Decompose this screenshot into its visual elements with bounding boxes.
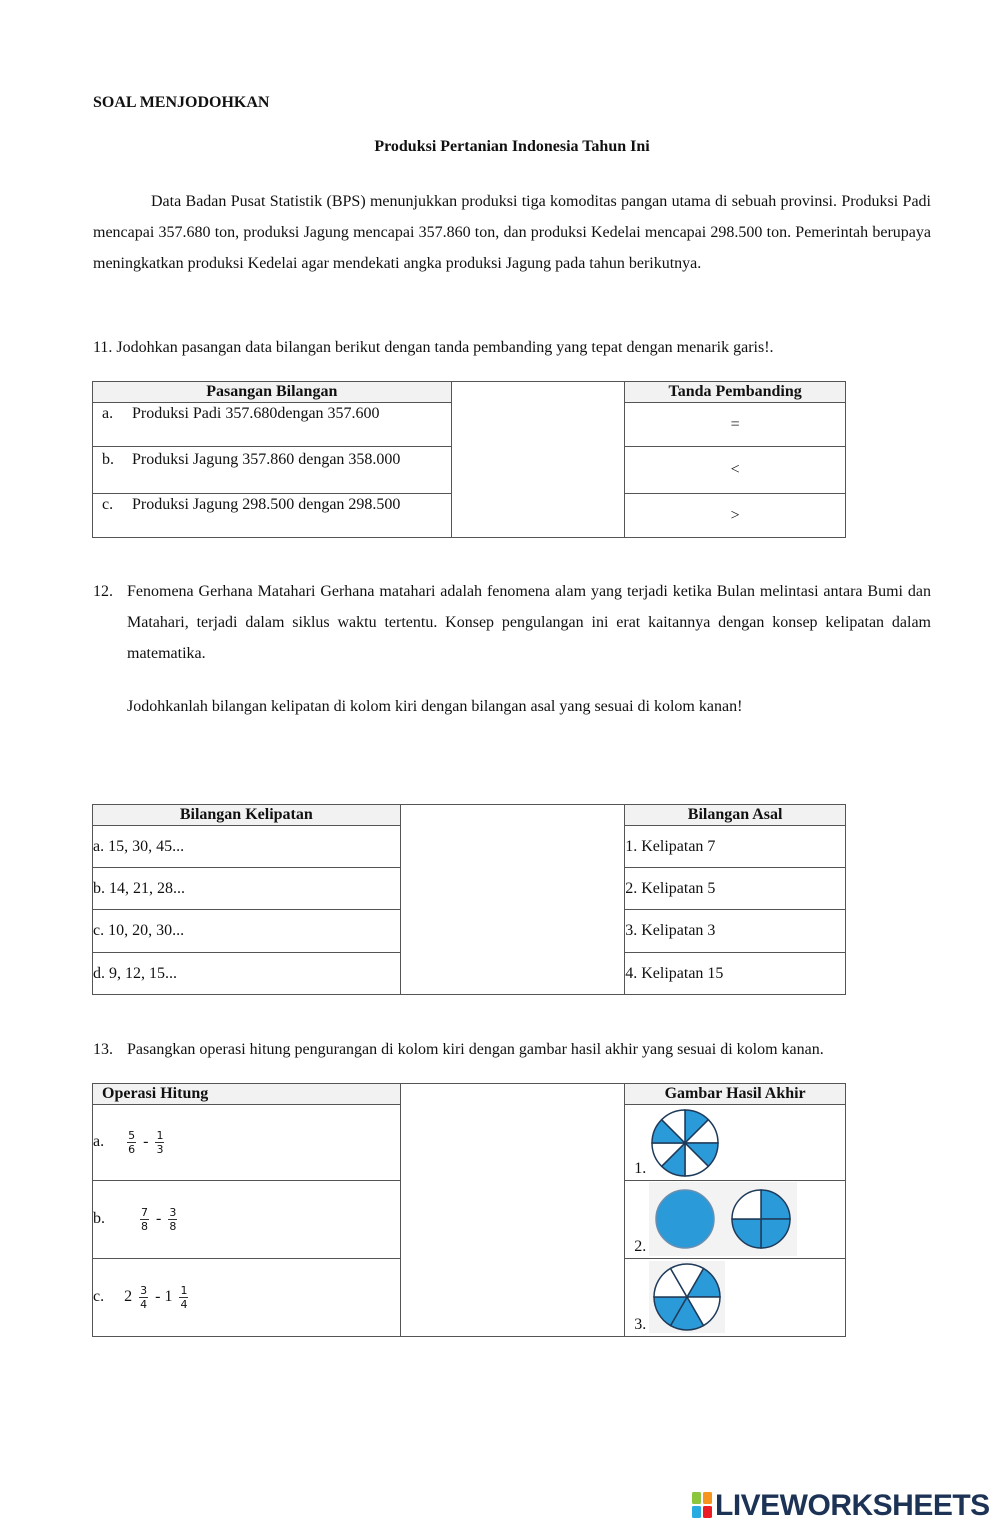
fraction: $\frac{5}{6}$ — [128, 1129, 136, 1156]
item-text: 2. Kelipatan 5 — [625, 879, 716, 897]
q11-left-item-c[interactable] — [93, 494, 452, 538]
q12-right-item-3[interactable] — [625, 910, 846, 953]
q12-left-item-a[interactable] — [93, 826, 401, 868]
q13-left-item-c[interactable] — [93, 1259, 401, 1337]
q13-text: Pasangkan operasi hitung pengurangan di kolom kiri dengan gambar hasil akhir yang sesuai di kolom kanan. — [127, 1041, 824, 1058]
q12-left-header: Bilangan Kelipatan — [93, 805, 401, 826]
answer-number: 2. — [634, 1238, 647, 1255]
q11-left-item-b[interactable] — [93, 447, 452, 494]
answer-number: 3. — [634, 1316, 647, 1333]
q13-left-item-b[interactable] — [93, 1181, 401, 1259]
minus-sign: - — [156, 1210, 162, 1228]
item-letter: a. — [102, 405, 114, 422]
item-letter: a. — [93, 1133, 105, 1151]
q12-instruction: Jodohkanlah bilangan kelipatan di kolom kiri dengan bilangan asal yang sesuai di kolom kanan! — [127, 698, 743, 715]
fraction: $\frac{1}{3}$ — [156, 1129, 164, 1156]
logo-text: LIVEWORKSHEETS — [715, 1489, 990, 1522]
q13-match-area[interactable] — [400, 1084, 625, 1337]
q13-left-header: Operasi Hitung — [93, 1084, 401, 1105]
q12-left-item-c[interactable] — [93, 910, 401, 953]
pie-sixths-image — [649, 1261, 725, 1333]
item-letter: b. — [102, 451, 114, 468]
q12-right-header: Bilangan Asal — [625, 805, 846, 826]
item-text: d. 9, 12, 15... — [93, 964, 177, 982]
q13-right-header: Gambar Hasil Akhir — [625, 1084, 846, 1105]
whole-number: 2 — [124, 1288, 133, 1306]
pie-eighths-image — [650, 1108, 720, 1178]
q12-right-item-4[interactable] — [625, 953, 846, 995]
q12-text: Fenomena Gerhana Matahari Gerhana matahari adalah fenomena alam yang terjadi ketika Bulan melintasi antara Bumi dan Matahari, terjadi dalam siklus waktu tertentu. Konsep pengulangan ini erat kaitannya dengan konsep kelipatan dalam matematika. — [127, 583, 931, 662]
fraction: $\frac{1}{4}$ — [180, 1284, 188, 1311]
section-heading: SOAL MENJODOHKAN — [93, 94, 270, 111]
item-letter: c. — [102, 496, 114, 513]
q13-number: 13. — [93, 1041, 113, 1058]
q12-number: 12. — [93, 583, 113, 600]
item-text: Produksi Padi 357.680dengan 357.600 — [132, 405, 380, 422]
item-text: 4. Kelipatan 15 — [625, 964, 724, 982]
item-text: 1. Kelipatan 7 — [625, 837, 716, 855]
q12-right-item-1[interactable] — [625, 826, 846, 868]
q11-right-item-3[interactable] — [625, 494, 846, 538]
fraction: $\frac{3}{4}$ — [140, 1284, 148, 1311]
liveworksheets-mark-icon — [692, 1492, 712, 1518]
minus-sign: - 1 — [155, 1288, 173, 1306]
fraction: $\frac{3}{8}$ — [169, 1206, 177, 1233]
item-text: Produksi Jagung 298.500 dengan 298.500 — [132, 496, 401, 513]
answer-number: 1. — [634, 1160, 647, 1177]
item-letter: c. — [93, 1288, 105, 1306]
item-text: b. 14, 21, 28... — [93, 879, 185, 897]
q11-right-item-1[interactable] — [625, 403, 846, 447]
item-text: a. 15, 30, 45... — [93, 837, 185, 855]
q12-left-item-d[interactable] — [93, 953, 401, 995]
q11-right-item-2[interactable] — [625, 447, 846, 494]
liveworksheets-logo — [692, 1488, 992, 1524]
q12-left-item-b[interactable] — [93, 868, 401, 910]
q11-right-header: Tanda Pembanding — [625, 382, 846, 403]
q11-table — [92, 381, 846, 538]
q13-right-item-3[interactable] — [625, 1259, 846, 1337]
page-title: Produksi Pertanian Indonesia Tahun Ini — [374, 138, 650, 155]
comparison-sign: = — [730, 415, 740, 433]
q11-match-area[interactable] — [451, 382, 625, 538]
item-letter: b. — [93, 1210, 105, 1228]
q12-match-area[interactable] — [400, 805, 625, 995]
q13-table — [92, 1083, 846, 1337]
fraction: $\frac{7}{8}$ — [141, 1206, 148, 1233]
q13-left-item-a[interactable] — [93, 1105, 401, 1181]
pie-whole-and-quarters-image — [649, 1182, 797, 1256]
q12-right-item-2[interactable] — [625, 868, 846, 910]
item-text: 3. Kelipatan 3 — [625, 922, 716, 939]
comparison-sign: > — [730, 506, 740, 524]
q11-left-header: Pasangan Bilangan — [93, 382, 452, 403]
q12-table — [92, 804, 846, 995]
comparison-sign: < — [730, 461, 740, 478]
q13-right-item-2[interactable] — [625, 1181, 846, 1259]
q11-prompt: 11. Jodohkan pasangan data bilangan berikut dengan tanda pembanding yang tepat dengan menarik garis!. — [93, 339, 774, 356]
pie-slice — [656, 1190, 714, 1248]
intro-paragraph: Data Badan Pusat Statistik (BPS) menunjukkan produksi tiga komoditas pangan utama di sebuah provinsi. Produksi Padi mencapai 357.680 ton, produksi Jagung mencapai 357.860 ton, dan produksi Kedelai mencapai 298.500 ton. Pemerintah berupaya meningkatkan produksi Kedelai agar mendekati angka produksi Jagung pada tahun berikutnya. — [93, 193, 931, 272]
item-text: Produksi Jagung 357.860 dengan 358.000 — [132, 451, 401, 468]
q11-left-item-a[interactable] — [93, 403, 452, 447]
item-text: c. 10, 20, 30... — [93, 922, 185, 939]
minus-sign: - — [143, 1133, 149, 1151]
q13-right-item-1[interactable] — [625, 1105, 846, 1181]
